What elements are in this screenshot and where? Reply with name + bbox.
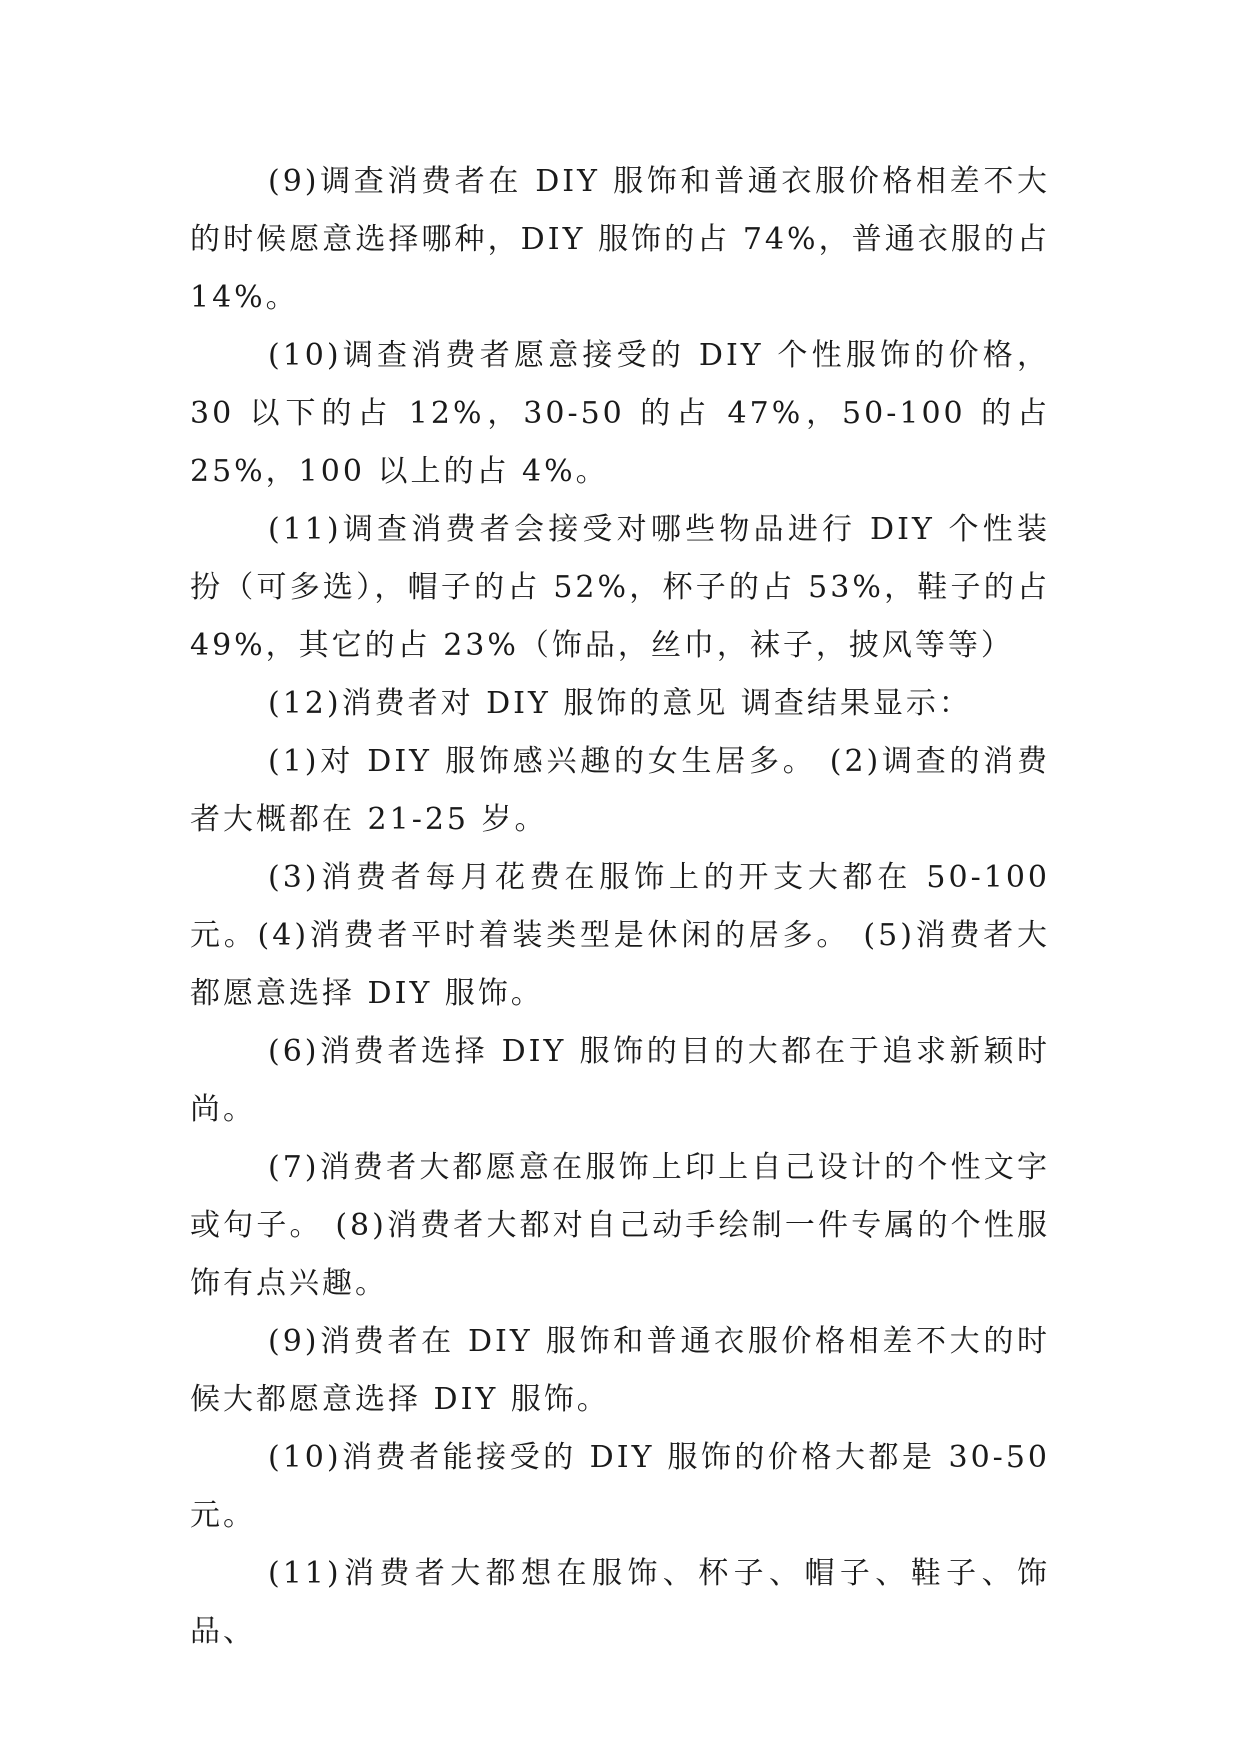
paragraph-10-price-range: (10)调查消费者愿意接受的 DIY 个性服饰的价格，30 以下的占 12%，30-50 的占 47%，50-100 的占 25%，100 以上的占 4%。 xyxy=(190,338,1050,489)
document-body xyxy=(190,153,1050,1661)
paragraph-11-items: (11)调查消费者会接受对哪些物品进行 DIY 个性装扮（可多选），帽子的占 52%，杯子的占 53%，鞋子的占 49%，其它的占 23%（饰品，丝巾，袜子，披风等等） xyxy=(190,512,1050,663)
result-3-5: (3)消费者每月花费在服饰上的开支大都在 50-100 元。(4)消费者平时着装类型是休闲的居多。 (5)消费者大都愿意选择 DIY 服饰。 xyxy=(190,860,1050,1011)
result-6: (6)消费者选择 DIY 服饰的目的大都在于追求新颖时尚。 xyxy=(190,1034,1050,1127)
paragraph-12-opinion: (12)消费者对 DIY 服饰的意见 调查结果显示： xyxy=(268,686,972,721)
paragraph-9-price-choice: (9)调查消费者在 DIY 服饰和普通衣服价格相差不大的时候愿意选择哪种，DIY 服饰的占 74%，普通衣服的占 14%。 xyxy=(190,164,1050,315)
result-10: (10)消费者能接受的 DIY 服饰的价格大都是 30-50 元。 xyxy=(190,1440,1050,1533)
result-11: (11)消费者大都想在服饰、杯子、帽子、鞋子、饰品、 xyxy=(190,1556,1050,1649)
result-9: (9)消费者在 DIY 服饰和普通衣服价格相差不大的时候大都愿意选择 DIY 服饰。 xyxy=(190,1324,1050,1417)
result-1-2: (1)对 DIY 服饰感兴趣的女生居多。 (2)调查的消费者大概都在 21-25 岁。 xyxy=(190,744,1050,837)
result-7-8: (7)消费者大都愿意在服饰上印上自己设计的个性文字或句子。 (8)消费者大都对自己动手绘制一件专属的个性服饰有点兴趣。 xyxy=(190,1150,1050,1301)
